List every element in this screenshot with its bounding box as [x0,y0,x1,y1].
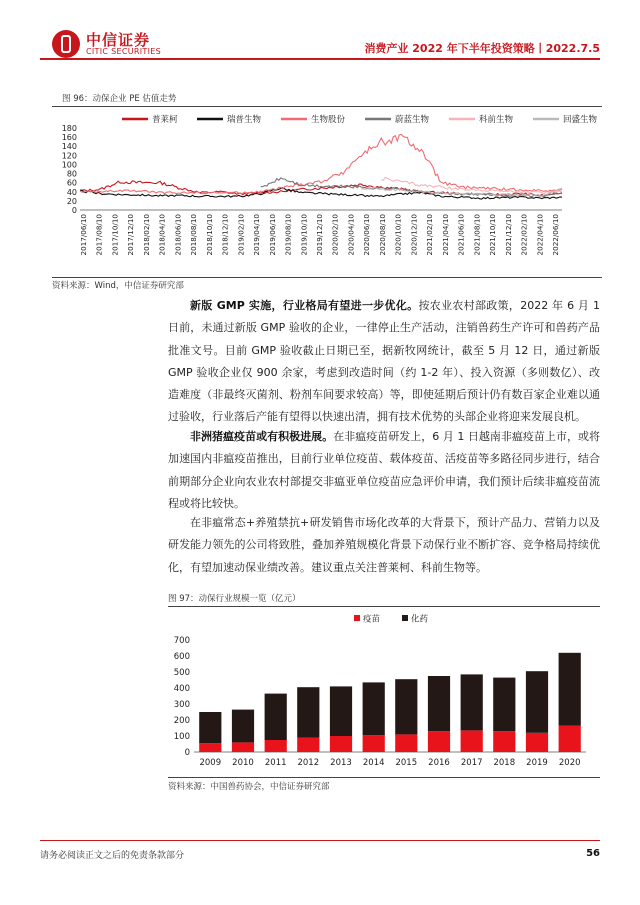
x-tick-30: 2022/06/10 [551,214,560,256]
y-tick-2: 40 [66,187,77,197]
footer-divider [40,840,600,841]
legend-label-0: 普莱柯 [152,115,178,125]
page-number: 56 [586,848,600,859]
y-tick-6: 600 [173,652,190,662]
x-tick-9: 2018 [493,758,516,768]
y-tick-8: 160 [61,133,77,143]
bar-疫苗-2016 [428,731,450,752]
x-tick-8: 2018/10/10 [204,214,214,256]
x-tick-4: 2013 [330,758,352,768]
y-tick-9: 180 [61,124,77,133]
x-tick-2: 2017/10/10 [110,214,120,256]
bar-疫苗-2017 [461,730,483,752]
x-tick-6: 2018/06/10 [173,214,183,256]
bar-化药-2020 [559,653,581,726]
figure97-title: 图 97：动保行业规模一览（亿元） [168,594,301,604]
x-tick-12: 2019/06/10 [267,213,277,256]
x-tick-7: 2016 [428,758,450,768]
x-tick-15: 2019/12/10 [315,214,324,256]
paragraph-gmp-lead: 新版 GMP 实施，行业格局有望进一步优化。 [190,299,419,312]
x-tick-22: 2021/02/10 [425,214,435,256]
logo-en-text: CITIC SECURITIES [86,47,161,56]
y-tick-3: 300 [173,700,190,710]
y-tick-5: 100 [61,160,77,170]
bar-化药-2014 [363,682,385,735]
bar-疫苗-2012 [297,738,319,752]
x-tick-13: 2019/08/10 [283,213,293,256]
legend-label-2: 生物股份 [311,115,346,125]
legend-label-5: 回盛生物 [563,115,598,125]
y-tick-2: 200 [173,716,190,726]
bar-化药-2011 [265,694,287,740]
x-tick-4: 2018/02/10 [141,214,151,256]
bar-疫苗-2020 [559,726,581,752]
bar-疫苗-2018 [493,731,515,752]
x-tick-20: 2020/10/10 [393,214,403,256]
figure97-source: 资料来源：中国兽药协会，中信证券研究部 [168,782,330,792]
bar-化药-2016 [428,676,450,731]
x-tick-19: 2020/08/10 [377,214,387,256]
y-tick-0: 0 [71,206,77,215]
report-title: 消费产业 2022 年下半年投资策略丨2022.7.5 [364,42,600,55]
figure96-title: 图 96：动保企业 PE 估值走势 [62,94,177,104]
bar-疫苗-2015 [395,734,417,752]
x-tick-0: 2009 [199,758,222,768]
paragraph-asf-body: 在非瘟疫苗研发上，6 月 1 日越南非瘟疫苗上市，或将加速国内非瘟疫苗推出，目前行业单位疫苗、载体疫苗、活疫苗等多路径同步进行，结合前期部分企业向农业农村部提交非瘟亚单位疫苗应急评价申请，我们预计后续非瘟疫苗流程或将比较快。 [168,430,600,510]
series-line-2 [80,134,562,193]
figure96-top-rule [52,106,602,107]
bar-化药-2017 [461,674,483,730]
logo-cn-text: 中信证券 [86,31,151,49]
legend-swatch-0 [354,615,360,621]
y-tick-7: 700 [173,636,190,646]
x-tick-3: 2017/12/10 [126,214,136,256]
bar-疫苗-2013 [330,736,352,752]
x-tick-9: 2018/12/10 [220,214,230,256]
x-tick-28: 2022/02/10 [519,214,529,256]
legend-label-1: 化药 [411,614,429,625]
figure97-bottom-rule [168,777,600,778]
x-tick-5: 2014 [362,758,385,768]
x-tick-2: 2011 [264,758,287,768]
market-size-chart [168,610,600,776]
x-tick-1: 2017/08/10 [94,214,104,256]
paragraph-asf-lead: 非洲猪瘟疫苗或有积极进展。 [190,430,334,443]
x-tick-21: 2020/12/10 [409,214,419,256]
x-tick-6: 2015 [395,758,418,768]
y-tick-1: 20 [66,196,77,206]
y-tick-5: 500 [173,668,190,678]
bar-化药-2009 [199,712,221,743]
x-tick-18: 2020/06/10 [362,214,372,256]
x-tick-10: 2019 [526,758,548,768]
x-tick-10: 2019/02/10 [236,214,246,256]
bar-疫苗-2019 [526,733,548,752]
x-tick-7: 2018/08/10 [189,214,199,256]
y-tick-3: 60 [66,178,77,188]
bar-疫苗-2009 [199,743,221,752]
pe-chart [52,108,602,276]
bar-化药-2019 [526,671,548,733]
y-tick-6: 120 [61,151,77,161]
bar-化药-2018 [493,678,515,732]
x-tick-25: 2021/08/10 [472,214,482,256]
y-tick-0: 0 [184,748,190,758]
paragraph-gmp [168,295,600,429]
header-divider [40,58,600,60]
x-tick-29: 2022/04/10 [535,214,545,256]
bar-化药-2012 [297,687,319,737]
figure96-bottom-rule [52,277,602,278]
paragraph-asf-vaccine [168,426,600,515]
x-tick-8: 2017 [460,758,483,768]
paragraph-gmp-body: 按农业农村部政策，2022 年 6 月 1 日前，未通过新版 GMP 验收的企业，一律停止生产活动，注销兽药生产许可和兽药产品批准文号。目前 GMP 验收截止日期已至，据新牧网统计，截至 5 月 12 日，通过新版 GMP 验收企业仅 900 余家，考虑到改造时间（约 1-2 年）、投入资源（多则数亿）、改造难度（非最终灭菌剂、粉剂车间要求较高）等，即使延期后预计仍有数百家企业难以通过验收，行业落后产能有望得以快速出清，拥有技术优势的头部企业将迎来发展良机。 [168,299,600,424]
x-tick-23: 2021/04/10 [440,214,450,256]
x-tick-14: 2019/10/10 [299,214,309,256]
citic-logo-icon [52,30,80,58]
x-tick-11: 2019/04/10 [252,214,262,256]
paragraph-outlook: 在非瘟常态+养殖禁抗+研发销售市场化改革的大背景下，预计产品力、营销力以及研发能力领先的公司将致胜，叠加养殖规模化背景下动保行业不断扩容、竞争格局持续优化，有望加速动保业绩改善。建议重点关注普莱柯、科前生物等。 [168,516,600,574]
legend-label-0: 疫苗 [363,614,381,625]
bar-化药-2010 [232,710,254,743]
x-tick-16: 2020/02/10 [330,214,340,256]
bar-疫苗-2010 [232,742,254,752]
bar-疫苗-2011 [265,740,287,752]
legend-swatch-1 [402,615,408,621]
x-tick-17: 2020/04/10 [346,214,356,256]
x-tick-1: 2010 [232,758,254,768]
x-tick-27: 2021/12/10 [503,214,513,256]
legend-label-3: 蔚蓝生物 [395,115,430,125]
bar-疫苗-2014 [363,735,385,752]
x-tick-0: 2017/06/10 [79,214,88,256]
x-tick-24: 2021/06/10 [456,214,466,256]
figure97-top-rule [168,606,600,607]
legend-label-4: 科前生物 [479,115,514,125]
x-tick-11: 2020 [558,758,581,768]
x-tick-26: 2021/10/10 [488,214,498,256]
bar-化药-2013 [330,686,352,736]
bar-化药-2015 [395,679,417,734]
x-tick-5: 2018/04/10 [157,214,167,256]
legend-label-1: 瑞普生物 [227,115,262,125]
footer-disclaimer: 请务必阅读正文之后的免责条款部分 [40,851,185,861]
y-tick-4: 80 [66,169,77,179]
y-tick-4: 400 [173,684,190,694]
y-tick-1: 100 [173,732,190,742]
y-tick-7: 140 [61,142,77,152]
figure96-source: 资料来源：Wind，中信证券研究部 [52,281,184,291]
x-tick-3: 2012 [297,758,320,768]
